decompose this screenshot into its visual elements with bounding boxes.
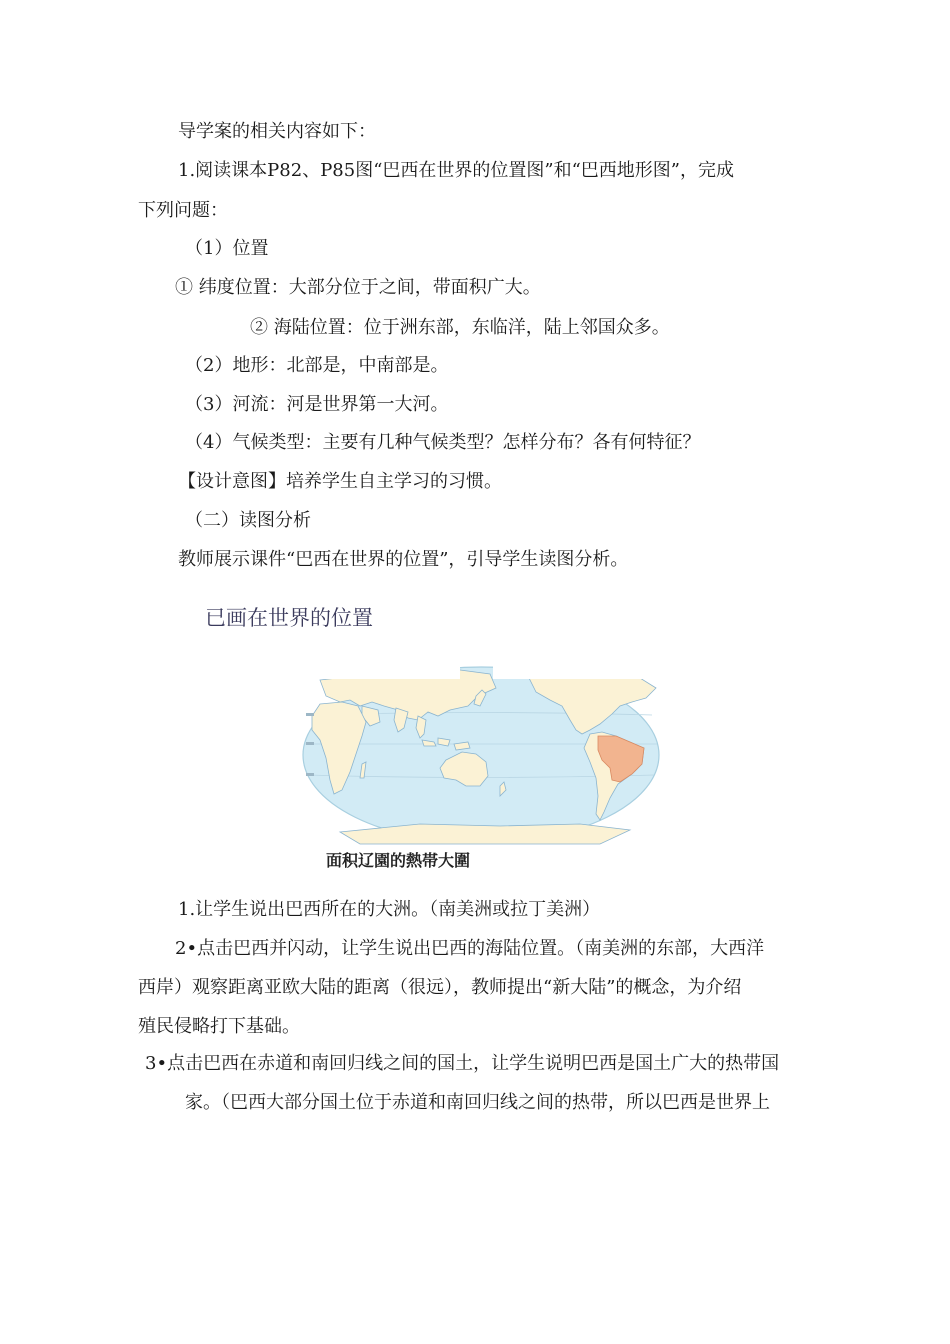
paragraph-river: （3）河流：河是世界第一大河。 xyxy=(185,394,449,415)
paragraph-task-1-cont: 下列问题： xyxy=(138,200,228,221)
paragraph-q1: 1.让学生说出巴西所在的大洲。（南美洲或拉丁美洲） xyxy=(178,899,601,920)
latitude-marker xyxy=(306,742,314,745)
paragraph-intro: 导学案的相关内容如下： xyxy=(178,121,376,142)
figure-title: 已画在世界的位置 xyxy=(205,606,373,630)
latitude-marker xyxy=(306,713,314,716)
paragraph-latitude: ① 纬度位置：大部分位于之间，带面积广大。 xyxy=(175,277,541,298)
paragraph-design-intent: 【设计意图】培养学生自主学习的习惯。 xyxy=(178,471,502,492)
paragraph-q2-cont2: 殖民侵略打下基础。 xyxy=(138,1016,300,1037)
world-map xyxy=(300,640,662,845)
paragraph-q3: 3•点击巴西在赤道和南回归线之间的国土，让学生说明巴西是国土广大的热带国 xyxy=(145,1053,780,1074)
latitude-marker xyxy=(306,773,314,776)
paragraph-task-1: 1.阅读课本P82、P85图“巴西在世界的位置图”和“巴西地形图”，完成 xyxy=(178,160,735,181)
paragraph-section-2: （二）读图分析 xyxy=(185,510,311,531)
figure-caption: 面积辽園的熱帯大圍 xyxy=(326,851,471,870)
paragraph-teacher-show: 教师展示课件“巴西在世界的位置”，引导学生读图分析。 xyxy=(178,549,629,570)
world-map-figure xyxy=(300,640,662,845)
paragraph-terrain: （2）地形：北部是，中南部是。 xyxy=(185,355,449,376)
paragraph-position: （1）位置 xyxy=(185,238,269,259)
paragraph-sea-land: ② 海陆位置：位于洲东部，东临洋，陆上邻国众多。 xyxy=(250,317,670,338)
paragraph-climate: （4）气候类型：主要有几种气候类型？怎样分布？各有何特征？ xyxy=(185,432,701,453)
paragraph-q2: 2•点击巴西并闪动，让学生说出巴西的海陆位置。（南美洲的东部，大西洋 xyxy=(175,938,765,959)
paragraph-q2-cont: 西岸）观察距离亚欧大陆的距离（很远），教师提出“新大陆”的概念，为介绍 xyxy=(138,977,742,998)
paragraph-q3-cont: 家。（巴西大部分国土位于赤道和南回归线之间的热带，所以巴西是世界上 xyxy=(185,1092,770,1113)
